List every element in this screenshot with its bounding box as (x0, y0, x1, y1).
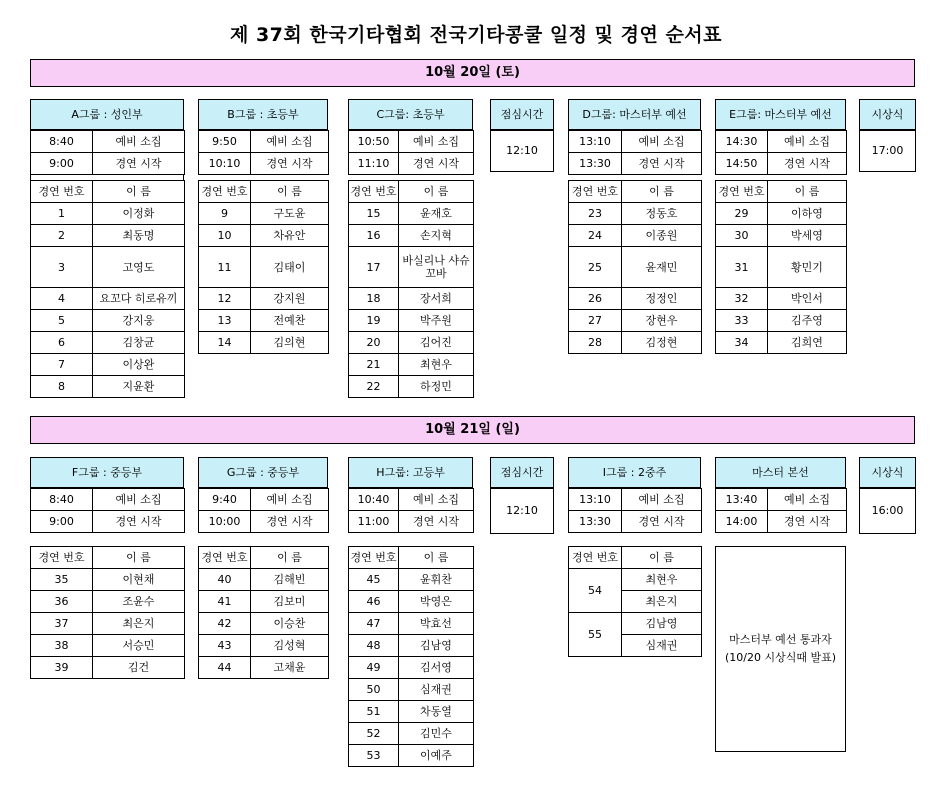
assembly-time: 14:30 (716, 131, 768, 153)
assembly-label: 예비 소집 (93, 131, 185, 153)
performer-name: 장현우 (622, 310, 702, 332)
performance-number: 50 (349, 679, 399, 701)
schedule-row-assembly (349, 131, 474, 153)
schedule-row-assembly (716, 489, 847, 511)
group-g-schedule (198, 488, 329, 533)
roster-header-row (569, 547, 702, 569)
l2-time-box: 12:10 (490, 488, 554, 534)
column-header-number: 경연 번호 (199, 547, 251, 569)
performer-name: 박효선 (399, 613, 474, 635)
schedule-row-start (31, 511, 185, 533)
start-time: 10:10 (199, 153, 251, 175)
performer-name: 박영은 (399, 591, 474, 613)
table-row (716, 288, 847, 310)
performer-name: 윤재민 (622, 247, 702, 288)
assembly-time: 8:40 (31, 131, 93, 153)
start-label: 경연 시작 (93, 511, 185, 533)
table-row (349, 310, 474, 332)
performance-number: 34 (716, 332, 768, 354)
performer-name: 최은지 (622, 591, 702, 613)
schedule-row-assembly (349, 489, 474, 511)
group-i-roster (568, 546, 702, 657)
group-i-schedule (568, 488, 702, 533)
table-row (199, 613, 329, 635)
start-label: 경연 시작 (768, 153, 847, 175)
group-m-schedule (715, 488, 847, 533)
table-row (199, 225, 329, 247)
assembly-label: 예비 소집 (622, 131, 702, 153)
roster-header-row (349, 181, 474, 203)
assembly-label: 예비 소집 (93, 489, 185, 511)
schedule-row-assembly (569, 489, 702, 511)
performance-number: 12 (199, 288, 251, 310)
performance-number: 8 (31, 376, 93, 398)
column-header-number: 경연 번호 (569, 547, 622, 569)
table-row (31, 376, 185, 398)
column-header-name: 이 름 (251, 547, 329, 569)
schedule-row-start (31, 153, 185, 175)
column-header-name: 이 름 (768, 181, 847, 203)
performance-number: 35 (31, 569, 93, 591)
start-label: 경연 시작 (622, 153, 702, 175)
assembly-time: 13:10 (569, 489, 622, 511)
performer-name: 이종원 (622, 225, 702, 247)
performance-number: 16 (349, 225, 399, 247)
s1-time-box: 17:00 (859, 130, 916, 172)
schedule-row-assembly (199, 131, 329, 153)
table-row (31, 354, 185, 376)
performer-name: 이정화 (93, 203, 185, 225)
performer-name: 윤휘찬 (399, 569, 474, 591)
performance-number: 15 (349, 203, 399, 225)
assembly-time: 8:40 (31, 489, 93, 511)
group-f-schedule (30, 488, 185, 533)
group-d-header: D그룹: 마스터부 예선 (568, 99, 701, 130)
group-c-header: C그룹: 초등부 (348, 99, 473, 130)
assembly-label: 예비 소집 (622, 489, 702, 511)
assembly-label: 예비 소집 (251, 131, 329, 153)
performer-name: 김희연 (768, 332, 847, 354)
column-header-name: 이 름 (622, 181, 702, 203)
performance-number: 25 (569, 247, 622, 288)
performer-name: 김서영 (399, 657, 474, 679)
performance-number: 36 (31, 591, 93, 613)
table-row (31, 657, 185, 679)
table-row (349, 288, 474, 310)
table-row (349, 376, 474, 398)
table-row (569, 613, 702, 635)
table-row (569, 288, 702, 310)
performance-number: 32 (716, 288, 768, 310)
schedule-row-assembly (31, 489, 185, 511)
schedule-row-start (199, 511, 329, 533)
column-header-name: 이 름 (399, 547, 474, 569)
assembly-label: 예비 소집 (768, 489, 847, 511)
performance-number: 20 (349, 332, 399, 354)
performance-number: 5 (31, 310, 93, 332)
performer-name: 강지웅 (93, 310, 185, 332)
table-row (349, 225, 474, 247)
schedule-row-start (349, 153, 474, 175)
performance-number: 4 (31, 288, 93, 310)
group-a-header: A그룹 : 성인부 (30, 99, 184, 130)
performance-number: 52 (349, 723, 399, 745)
day-banner-1: 10월 20일 (토) (30, 59, 915, 87)
performer-name: 하정민 (399, 376, 474, 398)
table-row (716, 203, 847, 225)
table-row (199, 591, 329, 613)
table-row (31, 225, 185, 247)
performer-name: 고영도 (93, 247, 185, 288)
assembly-label: 예비 소집 (399, 489, 474, 511)
assembly-time: 9:50 (199, 131, 251, 153)
group-f-header: F그룹 : 중등부 (30, 457, 184, 488)
column-header-name: 이 름 (251, 181, 329, 203)
assembly-time: 13:10 (569, 131, 622, 153)
start-time: 13:30 (569, 511, 622, 533)
performer-name: 이현채 (93, 569, 185, 591)
performer-name: 조윤수 (93, 591, 185, 613)
performer-name: 김남영 (399, 635, 474, 657)
assembly-time: 13:40 (716, 489, 768, 511)
performance-number: 7 (31, 354, 93, 376)
performer-name: 고채윤 (251, 657, 329, 679)
performer-name: 김의현 (251, 332, 329, 354)
performance-number: 11 (199, 247, 251, 288)
assembly-time: 10:40 (349, 489, 399, 511)
performer-name: 장서희 (399, 288, 474, 310)
performer-name: 김어진 (399, 332, 474, 354)
table-row (569, 225, 702, 247)
start-label: 경연 시작 (399, 153, 474, 175)
assembly-time: 9:40 (199, 489, 251, 511)
performance-number: 39 (31, 657, 93, 679)
performer-name: 김태이 (251, 247, 329, 288)
performer-name: 김건 (93, 657, 185, 679)
table-row (199, 203, 329, 225)
performance-number: 9 (199, 203, 251, 225)
assembly-label: 예비 소집 (251, 489, 329, 511)
performance-number: 48 (349, 635, 399, 657)
start-time: 9:00 (31, 511, 93, 533)
note-line-1: 마스터부 예선 통과자 (729, 633, 832, 646)
performer-name: 황민기 (768, 247, 847, 288)
group-b-header: B그룹 : 초등부 (198, 99, 328, 130)
group-l1-header: 점심시간 (490, 99, 554, 130)
performance-number: 27 (569, 310, 622, 332)
performer-name: 김남영 (622, 613, 702, 635)
group-m-header: 마스터 본선 (715, 457, 846, 488)
performer-name: 김보미 (251, 591, 329, 613)
table-row (349, 613, 474, 635)
performance-number: 37 (31, 613, 93, 635)
performance-number: 24 (569, 225, 622, 247)
column-header-name: 이 름 (93, 181, 185, 203)
master-final-note (715, 546, 846, 752)
start-time: 11:10 (349, 153, 399, 175)
performance-number: 45 (349, 569, 399, 591)
table-row (569, 569, 702, 591)
start-time: 10:00 (199, 511, 251, 533)
group-l2-header: 점심시간 (490, 457, 554, 488)
performance-number: 49 (349, 657, 399, 679)
table-row (349, 332, 474, 354)
performer-name: 이하영 (768, 203, 847, 225)
performance-number: 30 (716, 225, 768, 247)
performer-name: 김해빈 (251, 569, 329, 591)
performance-number: 19 (349, 310, 399, 332)
performance-number: 41 (199, 591, 251, 613)
performance-number: 31 (716, 247, 768, 288)
table-row (716, 247, 847, 288)
group-b-schedule (198, 130, 329, 175)
group-a-roster (30, 180, 185, 398)
performer-name: 차유안 (251, 225, 329, 247)
table-row (349, 657, 474, 679)
assembly-label: 예비 소집 (399, 131, 474, 153)
table-row (31, 203, 185, 225)
table-row (31, 288, 185, 310)
column-header-name: 이 름 (93, 547, 185, 569)
roster-header-row (199, 181, 329, 203)
performance-number: 40 (199, 569, 251, 591)
performance-number: 22 (349, 376, 399, 398)
performer-name: 서승민 (93, 635, 185, 657)
start-label: 경연 시작 (93, 153, 185, 175)
group-i-header: I그룹 : 2중주 (568, 457, 701, 488)
table-row (349, 745, 474, 767)
performer-name: 박인서 (768, 288, 847, 310)
table-row (31, 613, 185, 635)
group-e-roster (715, 180, 847, 354)
group-d-schedule (568, 130, 702, 175)
performer-name: 지윤환 (93, 376, 185, 398)
performer-name: 이예주 (399, 745, 474, 767)
column-header-number: 경연 번호 (349, 181, 399, 203)
schedule-row-start (569, 153, 702, 175)
performer-name: 손지혁 (399, 225, 474, 247)
group-d-roster (568, 180, 702, 354)
start-label: 경연 시작 (768, 511, 847, 533)
group-c-roster (348, 180, 474, 398)
table-row (199, 635, 329, 657)
performance-number: 28 (569, 332, 622, 354)
performer-name: 김정현 (622, 332, 702, 354)
performance-number: 26 (569, 288, 622, 310)
table-row (199, 288, 329, 310)
performer-name: 최은지 (93, 613, 185, 635)
performance-number: 1 (31, 203, 93, 225)
performance-number: 3 (31, 247, 93, 288)
performance-number: 47 (349, 613, 399, 635)
performer-name: 심재권 (399, 679, 474, 701)
table-row (31, 569, 185, 591)
assembly-time: 10:50 (349, 131, 399, 153)
column-header-number: 경연 번호 (349, 547, 399, 569)
group-g-roster (198, 546, 329, 679)
performance-number: 6 (31, 332, 93, 354)
table-row (31, 332, 185, 354)
performance-number: 18 (349, 288, 399, 310)
performer-name: 최현우 (399, 354, 474, 376)
table-row (199, 247, 329, 288)
l1-time-box: 12:10 (490, 130, 554, 172)
performance-number: 38 (31, 635, 93, 657)
schedule-row-assembly (569, 131, 702, 153)
table-row (569, 247, 702, 288)
performance-number: 2 (31, 225, 93, 247)
performer-name: 전예찬 (251, 310, 329, 332)
group-s1-header: 시상식 (859, 99, 916, 130)
schedule-row-start (349, 511, 474, 533)
schedule-row-start (569, 511, 702, 533)
table-row (199, 332, 329, 354)
table-row (716, 310, 847, 332)
table-row (349, 701, 474, 723)
group-c-schedule (348, 130, 474, 175)
start-label: 경연 시작 (251, 511, 329, 533)
table-row (349, 591, 474, 613)
performance-number: 44 (199, 657, 251, 679)
schedule-row-start (716, 153, 847, 175)
performer-name: 이상완 (93, 354, 185, 376)
performer-name: 박주원 (399, 310, 474, 332)
column-header-name: 이 름 (399, 181, 474, 203)
roster-header-row (349, 547, 474, 569)
group-e-schedule (715, 130, 847, 175)
performance-number: 55 (569, 613, 622, 657)
group-g-header: G그룹 : 중등부 (198, 457, 328, 488)
performer-name: 김창균 (93, 332, 185, 354)
table-row (569, 310, 702, 332)
note-line-2: (10/20 시상식때 발표) (724, 651, 837, 664)
column-header-number: 경연 번호 (199, 181, 251, 203)
table-row (569, 203, 702, 225)
performer-name: 김성혁 (251, 635, 329, 657)
start-label: 경연 시작 (399, 511, 474, 533)
table-row (349, 679, 474, 701)
performer-name: 김민수 (399, 723, 474, 745)
schedule-row-assembly (716, 131, 847, 153)
performer-name: 최현우 (622, 569, 702, 591)
group-b-roster (198, 180, 329, 354)
table-row (569, 332, 702, 354)
group-e-header: E그룹: 마스터부 예선 (715, 99, 846, 130)
group-h-schedule (348, 488, 474, 533)
table-row (349, 354, 474, 376)
table-row (349, 247, 474, 288)
s2-time-box: 16:00 (859, 488, 916, 534)
schedule-row-start (716, 511, 847, 533)
day-banner-2: 10월 21일 (일) (30, 416, 915, 444)
performance-number: 10 (199, 225, 251, 247)
start-time: 11:00 (349, 511, 399, 533)
column-header-number: 경연 번호 (31, 181, 93, 203)
performer-name: 강지원 (251, 288, 329, 310)
performer-name: 이승찬 (251, 613, 329, 635)
column-header-number: 경연 번호 (569, 181, 622, 203)
table-row (31, 591, 185, 613)
performance-number: 17 (349, 247, 399, 288)
performer-name: 정정인 (622, 288, 702, 310)
start-time: 13:30 (569, 153, 622, 175)
schedule-row-assembly (31, 131, 185, 153)
performer-name: 최동명 (93, 225, 185, 247)
table-row (199, 310, 329, 332)
table-row (349, 203, 474, 225)
table-row (31, 310, 185, 332)
start-time: 9:00 (31, 153, 93, 175)
performance-number: 23 (569, 203, 622, 225)
performance-number: 33 (716, 310, 768, 332)
schedule-row-assembly (199, 489, 329, 511)
column-header-number: 경연 번호 (716, 181, 768, 203)
start-label: 경연 시작 (622, 511, 702, 533)
performer-name: 박세영 (768, 225, 847, 247)
performance-number: 14 (199, 332, 251, 354)
column-header-name: 이 름 (622, 547, 702, 569)
performance-number: 53 (349, 745, 399, 767)
performer-name: 윤재호 (399, 203, 474, 225)
schedule-row-start (199, 153, 329, 175)
performance-number: 13 (199, 310, 251, 332)
table-row (349, 723, 474, 745)
start-time: 14:00 (716, 511, 768, 533)
table-row (349, 635, 474, 657)
table-row (199, 657, 329, 679)
roster-header-row (716, 181, 847, 203)
group-a-schedule (30, 130, 185, 175)
roster-header-row (31, 181, 185, 203)
performer-name: 심재권 (622, 635, 702, 657)
group-f-roster (30, 546, 185, 679)
performer-name: 요꼬다 히로유끼 (93, 288, 185, 310)
table-row (716, 225, 847, 247)
table-row (31, 635, 185, 657)
performance-number: 21 (349, 354, 399, 376)
performer-name: 바실리나 샤슈꼬바 (399, 247, 474, 288)
performer-name: 차동열 (399, 701, 474, 723)
start-time: 14:50 (716, 153, 768, 175)
performer-name: 김주영 (768, 310, 847, 332)
performance-number: 29 (716, 203, 768, 225)
roster-header-row (31, 547, 185, 569)
roster-header-row (569, 181, 702, 203)
performance-number: 46 (349, 591, 399, 613)
performer-name: 구도윤 (251, 203, 329, 225)
performance-number: 42 (199, 613, 251, 635)
performance-number: 51 (349, 701, 399, 723)
group-s2-header: 시상식 (859, 457, 916, 488)
table-row (199, 569, 329, 591)
page-title: 제 37회 한국기타협회 전국기타콩쿨 일정 및 경연 순서표 (229, 24, 723, 46)
column-header-number: 경연 번호 (31, 547, 93, 569)
table-row (716, 332, 847, 354)
group-h-roster (348, 546, 474, 767)
table-row (31, 247, 185, 288)
roster-header-row (199, 547, 329, 569)
assembly-label: 예비 소집 (768, 131, 847, 153)
performer-name: 정동호 (622, 203, 702, 225)
start-label: 경연 시작 (251, 153, 329, 175)
table-row (349, 569, 474, 591)
performance-number: 54 (569, 569, 622, 613)
performance-number: 43 (199, 635, 251, 657)
group-h-header: H그룹: 고등부 (348, 457, 473, 488)
